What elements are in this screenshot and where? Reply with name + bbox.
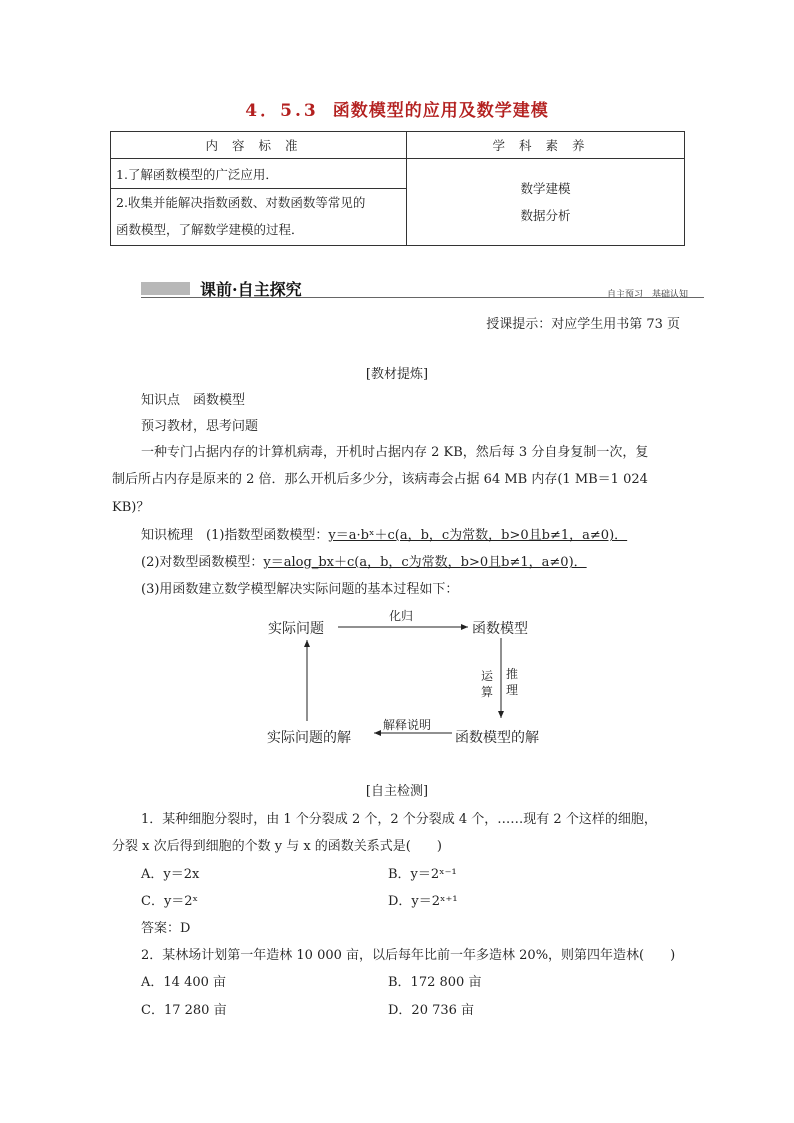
q1-option-b: B．y＝2ˣ⁻¹ xyxy=(388,867,457,882)
node-real-solution: 实际问题的解 xyxy=(267,730,351,746)
textbook-heading: [教材提炼] xyxy=(365,367,429,382)
q2-option-d: D．20 736 亩 xyxy=(388,1003,475,1018)
exponential-formula: y＝a·bˣ＋c(a，b，c为常数，b>0且b≠1，a≠0)． xyxy=(328,528,628,543)
q1-option-c: C．y＝2ˣ xyxy=(141,894,199,909)
content-standards-cell xyxy=(111,159,407,246)
section-subtitle: 自主预习 基础认知 xyxy=(607,290,689,300)
competency-cell xyxy=(407,159,685,246)
teaching-hint: 授课提示：对应学生用书第 73 页 xyxy=(486,317,680,332)
q2-option-c: C．17 280 亩 xyxy=(141,1003,227,1018)
q1-answer: 答案：D xyxy=(141,921,191,936)
standard-item: 2.收集并能解决指数函数、对数函数等常见的 函数模型，了解数学建模的过程． xyxy=(116,195,366,237)
model-exponential: 知识梳理 (1)指数型函数模型：y＝a·bˣ＋c(a，b，c为常数，b>0且b≠1，a≠0)． xyxy=(141,528,628,543)
q2-option-a: A．14 400 亩 xyxy=(141,975,227,990)
question-1-line: 分裂 x 次后得到细胞的个数 y 与 x 的函数关系式是( ) xyxy=(112,839,442,854)
section-title-preview: 课前·自主探究 xyxy=(200,280,302,299)
node-real-problem: 实际问题 xyxy=(268,621,324,637)
knowledge-point: 知识点 函数模型 xyxy=(141,393,246,408)
label-compute: 运 算 xyxy=(481,669,494,699)
section-number: 4．5.3 xyxy=(245,101,319,121)
problem-line: 一种专门占据内存的计算机病毒，开机时占据内存 2 KB，然后每 3 分自身复制一次，复 xyxy=(141,445,649,460)
problem-line: 制后所占内存是原来的 2 倍．那么开机后多少分，该病毒会占据 64 MB 内存(1 MB＝1 024 xyxy=(112,472,648,487)
standard-item: 1.了解函数模型的广泛应用． xyxy=(111,161,406,189)
q1-option-d: D．y＝2ˣ⁺¹ xyxy=(388,894,458,909)
model-logarithmic: (2)对数型函数模型：y＝alog_bx＋c(a，b，c为常数，b>0且b≠1，a≠0)． xyxy=(141,555,587,570)
section-title: 函数模型的应用及数学建模 xyxy=(332,101,549,121)
preview-prompt: 预习教材，思考问题 xyxy=(141,419,259,434)
table-header-right: 学科素养 xyxy=(407,132,685,159)
logarithmic-formula: y＝alog_bx＋c(a，b，c为常数，b>0且b≠1，a≠0)． xyxy=(263,555,587,570)
section-divider xyxy=(141,297,704,298)
question-2-line: 2．某林场计划第一年造林 10 000 亩，以后每年比前一年多造林 20%，则第四年造林( ) xyxy=(141,948,676,963)
problem-line: KB)？ xyxy=(112,500,150,515)
standards-table xyxy=(110,131,685,246)
q1-option-a: A．y＝2x xyxy=(141,867,200,882)
label-reason: 推 理 xyxy=(506,667,519,697)
q2-option-b: B．172 800 亩 xyxy=(388,975,482,990)
page-title xyxy=(0,96,794,121)
self-check-heading: [自主检测] xyxy=(365,784,429,799)
table-header-left: 内容标准 xyxy=(111,132,407,159)
competency-item: 数据分析 xyxy=(520,208,571,223)
label-interpret: 解释说明 xyxy=(383,718,432,732)
process-intro: (3)用函数建立数学模型解决实际问题的基本过程如下： xyxy=(141,582,459,597)
node-function-model: 函数模型 xyxy=(472,621,528,637)
node-model-solution: 函数模型的解 xyxy=(455,730,539,746)
competency-item: 数学建模 xyxy=(520,181,571,196)
section-bar xyxy=(141,282,190,295)
question-1-line: 1．某种细胞分裂时，由 1 个分裂成 2 个，2 个分裂成 4 个，……现有 2 个这样的细胞， xyxy=(141,812,657,827)
label-reduce: 化归 xyxy=(389,609,414,623)
